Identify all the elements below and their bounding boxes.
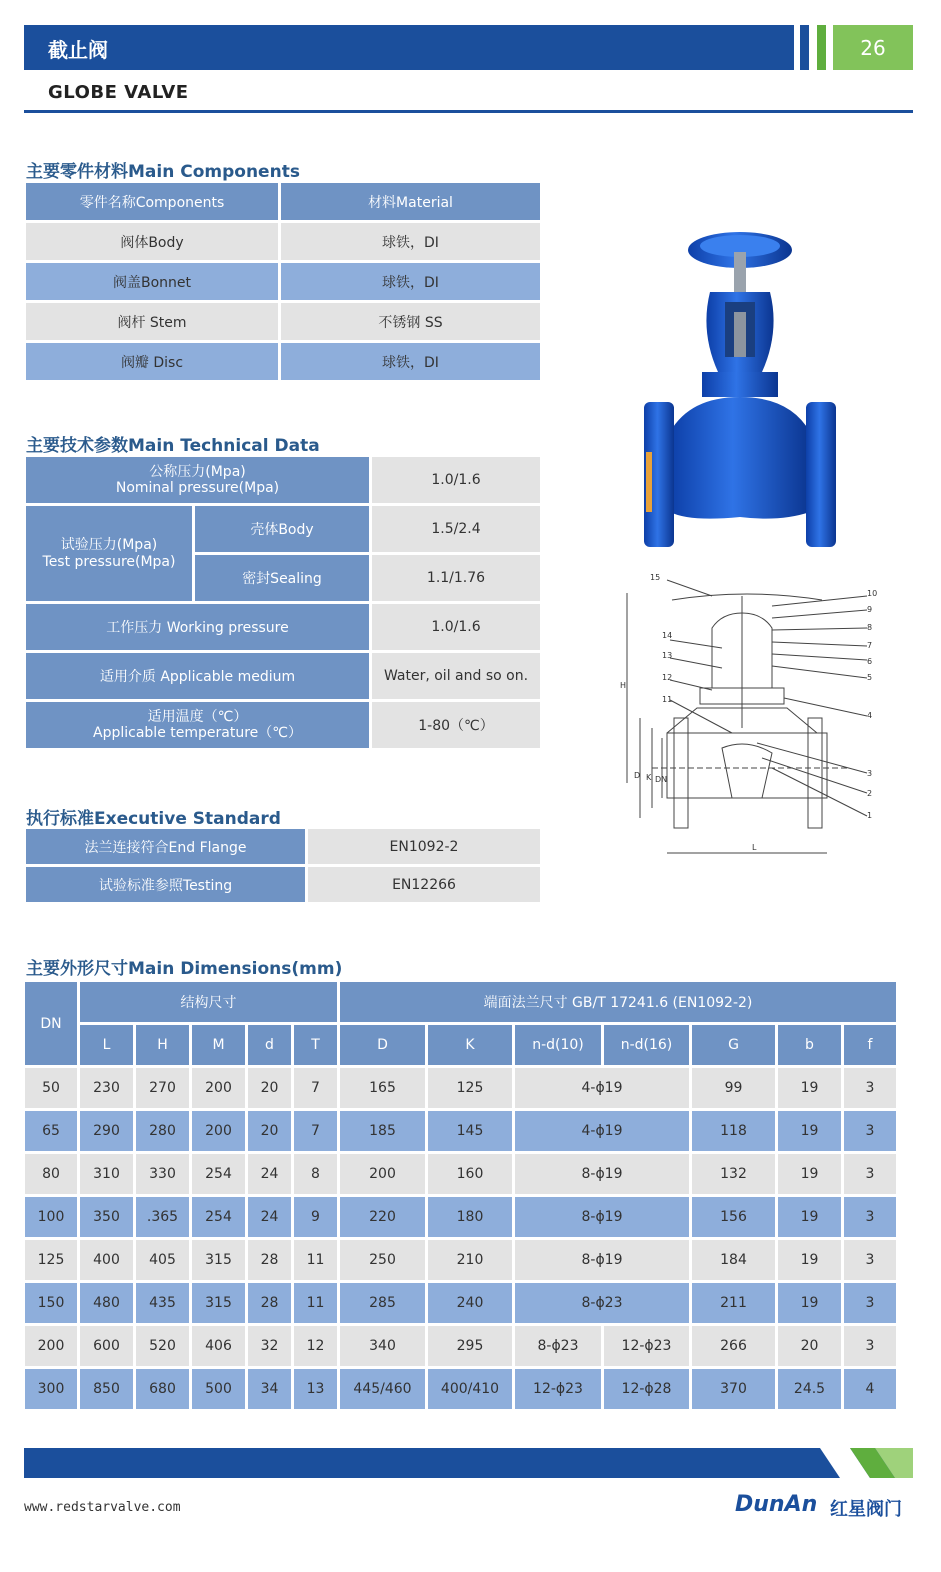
table-cell: 20 bbox=[778, 1326, 841, 1366]
drawing-label: 15 bbox=[650, 573, 661, 582]
drawing-label: 14 bbox=[662, 631, 673, 640]
drawing-label: 4 bbox=[867, 711, 873, 720]
table-cell: 266 bbox=[692, 1326, 775, 1366]
standard-label: 试验标准参照Testing bbox=[26, 867, 305, 902]
column-header: K bbox=[428, 1025, 512, 1065]
table-cell: 11 bbox=[294, 1283, 337, 1323]
table-cell: 145 bbox=[428, 1111, 512, 1151]
table-cell: 20 bbox=[248, 1068, 291, 1108]
component-name: 阀杆 Stem bbox=[26, 303, 278, 340]
column-header: M bbox=[192, 1025, 245, 1065]
test-pressure-label bbox=[26, 506, 192, 601]
table-cell: 180 bbox=[428, 1197, 512, 1237]
table-cell: 24 bbox=[248, 1197, 291, 1237]
table-cell: 19 bbox=[778, 1111, 841, 1151]
page-subtitle: GLOBE VALVE bbox=[48, 82, 189, 103]
technical-section-title: 主要技术参数Main Technical Data bbox=[26, 436, 320, 456]
sealing-value: 1.1/1.76 bbox=[372, 555, 540, 601]
temperature-label bbox=[26, 702, 369, 748]
table-cell: 19 bbox=[778, 1283, 841, 1323]
table-cell: 330 bbox=[136, 1154, 189, 1194]
dn-header: DN bbox=[25, 982, 77, 1065]
components-section-title: 主要零件材料Main Components bbox=[26, 162, 300, 182]
table-cell: 480 bbox=[80, 1283, 133, 1323]
components-header: 零件名称Components bbox=[26, 183, 278, 220]
column-header: n-d(10) bbox=[515, 1025, 601, 1065]
table-cell: 8-ϕ19 bbox=[515, 1197, 689, 1237]
table-cell: 118 bbox=[692, 1111, 775, 1151]
table-cell: 185 bbox=[340, 1111, 425, 1151]
dn-cell: 125 bbox=[25, 1240, 77, 1280]
table-cell: 3 bbox=[844, 1197, 896, 1237]
temperature-value: 1-80（℃） bbox=[372, 702, 540, 748]
table-cell: 520 bbox=[136, 1326, 189, 1366]
table-cell: 12-ϕ23 bbox=[604, 1326, 689, 1366]
table-cell: 8 bbox=[294, 1154, 337, 1194]
nominal-pressure-label bbox=[26, 457, 369, 503]
sealing-label: 密封Sealing bbox=[195, 555, 369, 601]
component-material: 球铁，DI bbox=[281, 223, 540, 260]
drawing-label: 11 bbox=[662, 695, 673, 704]
table-cell: 350 bbox=[80, 1197, 133, 1237]
column-header: n-d(16) bbox=[604, 1025, 689, 1065]
table-cell: 24 bbox=[248, 1154, 291, 1194]
drawing-label: L bbox=[752, 843, 757, 852]
table-cell: 8-ϕ19 bbox=[515, 1154, 689, 1194]
technical-table bbox=[23, 454, 543, 751]
table-cell: 3 bbox=[844, 1240, 896, 1280]
table-cell: 200 bbox=[192, 1068, 245, 1108]
column-header: b bbox=[778, 1025, 841, 1065]
table-cell: 435 bbox=[136, 1283, 189, 1323]
table-cell: 315 bbox=[192, 1283, 245, 1323]
dn-cell: 50 bbox=[25, 1068, 77, 1108]
component-name: 阀体Body bbox=[26, 223, 278, 260]
nominal-pressure-value: 1.0/1.6 bbox=[372, 457, 540, 503]
valve-section-drawing bbox=[612, 568, 882, 868]
medium-label: 适用介质 Applicable medium bbox=[26, 653, 369, 699]
body-value: 1.5/2.4 bbox=[372, 506, 540, 552]
component-name: 阀盖Bonnet bbox=[26, 263, 278, 300]
column-header: T bbox=[294, 1025, 337, 1065]
table-cell: 24.5 bbox=[778, 1369, 841, 1409]
working-pressure-value: 1.0/1.6 bbox=[372, 604, 540, 650]
header-stripe bbox=[800, 25, 809, 70]
drawing-label: 13 bbox=[662, 651, 673, 660]
table-cell: 400/410 bbox=[428, 1369, 512, 1409]
table-cell: 28 bbox=[248, 1240, 291, 1280]
brand-logo-cn: 红星阀门 bbox=[830, 1499, 902, 1520]
table-cell: 3 bbox=[844, 1111, 896, 1151]
component-material: 不锈钢 SS bbox=[281, 303, 540, 340]
table-cell: 250 bbox=[340, 1240, 425, 1280]
label-en: Test pressure(Mpa) bbox=[42, 553, 176, 570]
table-cell: 19 bbox=[778, 1154, 841, 1194]
table-cell: 200 bbox=[192, 1111, 245, 1151]
table-cell: 160 bbox=[428, 1154, 512, 1194]
table-cell: 156 bbox=[692, 1197, 775, 1237]
table-cell: 7 bbox=[294, 1111, 337, 1151]
label-en: Applicable temperature（℃） bbox=[93, 725, 302, 741]
table-cell: 34 bbox=[248, 1369, 291, 1409]
table-cell: 3 bbox=[844, 1326, 896, 1366]
drawing-label: 5 bbox=[867, 673, 873, 682]
column-header: L bbox=[80, 1025, 133, 1065]
table-cell: 165 bbox=[340, 1068, 425, 1108]
standard-table bbox=[23, 826, 543, 905]
dn-cell: 80 bbox=[25, 1154, 77, 1194]
table-cell: 370 bbox=[692, 1369, 775, 1409]
drawing-label: 1 bbox=[867, 811, 873, 820]
table-cell: 19 bbox=[778, 1197, 841, 1237]
component-material: 球铁，DI bbox=[281, 263, 540, 300]
table-cell: 405 bbox=[136, 1240, 189, 1280]
label-cn: 适用温度（℃） bbox=[147, 709, 248, 725]
dn-cell: 100 bbox=[25, 1197, 77, 1237]
column-header: D bbox=[340, 1025, 425, 1065]
table-cell: 13 bbox=[294, 1369, 337, 1409]
table-cell: 12-ϕ23 bbox=[515, 1369, 601, 1409]
table-cell: 9 bbox=[294, 1197, 337, 1237]
table-cell: 315 bbox=[192, 1240, 245, 1280]
table-cell: .365 bbox=[136, 1197, 189, 1237]
drawing-label: D bbox=[634, 771, 641, 780]
table-cell: 445/460 bbox=[340, 1369, 425, 1409]
drawing-label: K bbox=[646, 773, 652, 782]
table-cell: 3 bbox=[844, 1068, 896, 1108]
table-cell: 19 bbox=[778, 1240, 841, 1280]
table-cell: 8-ϕ23 bbox=[515, 1283, 689, 1323]
drawing-label: 7 bbox=[867, 641, 873, 650]
table-cell: 132 bbox=[692, 1154, 775, 1194]
drawing-label: 6 bbox=[867, 657, 873, 666]
table-cell: 850 bbox=[80, 1369, 133, 1409]
table-cell: 500 bbox=[192, 1369, 245, 1409]
table-cell: 600 bbox=[80, 1326, 133, 1366]
table-cell: 8-ϕ19 bbox=[515, 1240, 689, 1280]
table-cell: 210 bbox=[428, 1240, 512, 1280]
table-cell: 240 bbox=[428, 1283, 512, 1323]
standard-label: 法兰连接符合End Flange bbox=[26, 829, 305, 864]
table-cell: 680 bbox=[136, 1369, 189, 1409]
component-material: 球铁，DI bbox=[281, 343, 540, 380]
header-bar bbox=[24, 25, 794, 70]
drawing-label: 2 bbox=[867, 789, 873, 798]
drawing-label: 12 bbox=[662, 673, 673, 682]
column-header: G bbox=[692, 1025, 775, 1065]
table-cell: 99 bbox=[692, 1068, 775, 1108]
standard-value: EN12266 bbox=[308, 867, 540, 902]
page-title: 截止阀 bbox=[48, 38, 108, 62]
standard-section-title: 执行标准Executive Standard bbox=[26, 809, 281, 829]
table-cell: 32 bbox=[248, 1326, 291, 1366]
dn-cell: 65 bbox=[25, 1111, 77, 1151]
table-cell: 12-ϕ28 bbox=[604, 1369, 689, 1409]
table-cell: 295 bbox=[428, 1326, 512, 1366]
table-cell: 290 bbox=[80, 1111, 133, 1151]
table-cell: 220 bbox=[340, 1197, 425, 1237]
globe-valve-photo bbox=[630, 222, 850, 552]
table-cell: 125 bbox=[428, 1068, 512, 1108]
page-number: 26 bbox=[833, 25, 913, 70]
table-cell: 340 bbox=[340, 1326, 425, 1366]
dn-cell: 300 bbox=[25, 1369, 77, 1409]
component-name: 阀瓣 Disc bbox=[26, 343, 278, 380]
dn-cell: 150 bbox=[25, 1283, 77, 1323]
table-cell: 280 bbox=[136, 1111, 189, 1151]
table-cell: 310 bbox=[80, 1154, 133, 1194]
footer-bar bbox=[24, 1448, 913, 1478]
label-en: Nominal pressure(Mpa) bbox=[115, 480, 280, 496]
label-cn: 公称压力(Mpa) bbox=[149, 464, 246, 480]
table-cell: 12 bbox=[294, 1326, 337, 1366]
table-cell: 4-ϕ19 bbox=[515, 1068, 689, 1108]
drawing-label: 3 bbox=[867, 769, 873, 778]
table-cell: 3 bbox=[844, 1283, 896, 1323]
table-cell: 20 bbox=[248, 1111, 291, 1151]
flange-group-header: 端面法兰尺寸 GB/T 17241.6 (EN1092-2) bbox=[340, 982, 896, 1022]
table-cell: 406 bbox=[192, 1326, 245, 1366]
column-header: f bbox=[844, 1025, 896, 1065]
components-header: 材料Material bbox=[281, 183, 540, 220]
brand-logo: DunAn bbox=[735, 1492, 818, 1517]
dn-cell: 200 bbox=[25, 1326, 77, 1366]
table-cell: 254 bbox=[192, 1154, 245, 1194]
table-cell: 254 bbox=[192, 1197, 245, 1237]
table-cell: 8-ϕ23 bbox=[515, 1326, 601, 1366]
drawing-label: 10 bbox=[867, 589, 878, 598]
website-url: www.redstarvalve.com bbox=[24, 1500, 181, 1515]
structure-group-header: 结构尺寸 bbox=[80, 982, 337, 1022]
column-header: H bbox=[136, 1025, 189, 1065]
table-cell: 184 bbox=[692, 1240, 775, 1280]
dimensions-table bbox=[22, 979, 899, 1412]
table-cell: 4-ϕ19 bbox=[515, 1111, 689, 1151]
dimensions-section-title: 主要外形尺寸Main Dimensions(mm) bbox=[26, 959, 343, 979]
drawing-label: 9 bbox=[867, 605, 873, 614]
drawing-label: H bbox=[620, 681, 627, 690]
table-cell: 211 bbox=[692, 1283, 775, 1323]
table-cell: 270 bbox=[136, 1068, 189, 1108]
drawing-label: 8 bbox=[867, 623, 873, 632]
standard-value: EN1092-2 bbox=[308, 829, 540, 864]
table-cell: 3 bbox=[844, 1154, 896, 1194]
table-cell: 7 bbox=[294, 1068, 337, 1108]
body-label: 壳体Body bbox=[195, 506, 369, 552]
footer-stripes-icon bbox=[820, 1448, 913, 1478]
working-pressure-label: 工作压力 Working pressure bbox=[26, 604, 369, 650]
header-divider bbox=[24, 110, 913, 113]
column-header: d bbox=[248, 1025, 291, 1065]
drawing-label: DN bbox=[655, 775, 668, 784]
table-cell: 400 bbox=[80, 1240, 133, 1280]
table-cell: 230 bbox=[80, 1068, 133, 1108]
components-table bbox=[23, 180, 543, 383]
medium-value: Water, oil and so on. bbox=[372, 653, 540, 699]
table-cell: 11 bbox=[294, 1240, 337, 1280]
table-cell: 19 bbox=[778, 1068, 841, 1108]
table-cell: 28 bbox=[248, 1283, 291, 1323]
table-cell: 200 bbox=[340, 1154, 425, 1194]
table-cell: 285 bbox=[340, 1283, 425, 1323]
label-cn: 试验压力(Mpa) bbox=[60, 536, 158, 553]
table-cell: 4 bbox=[844, 1369, 896, 1409]
header-stripe bbox=[817, 25, 826, 70]
